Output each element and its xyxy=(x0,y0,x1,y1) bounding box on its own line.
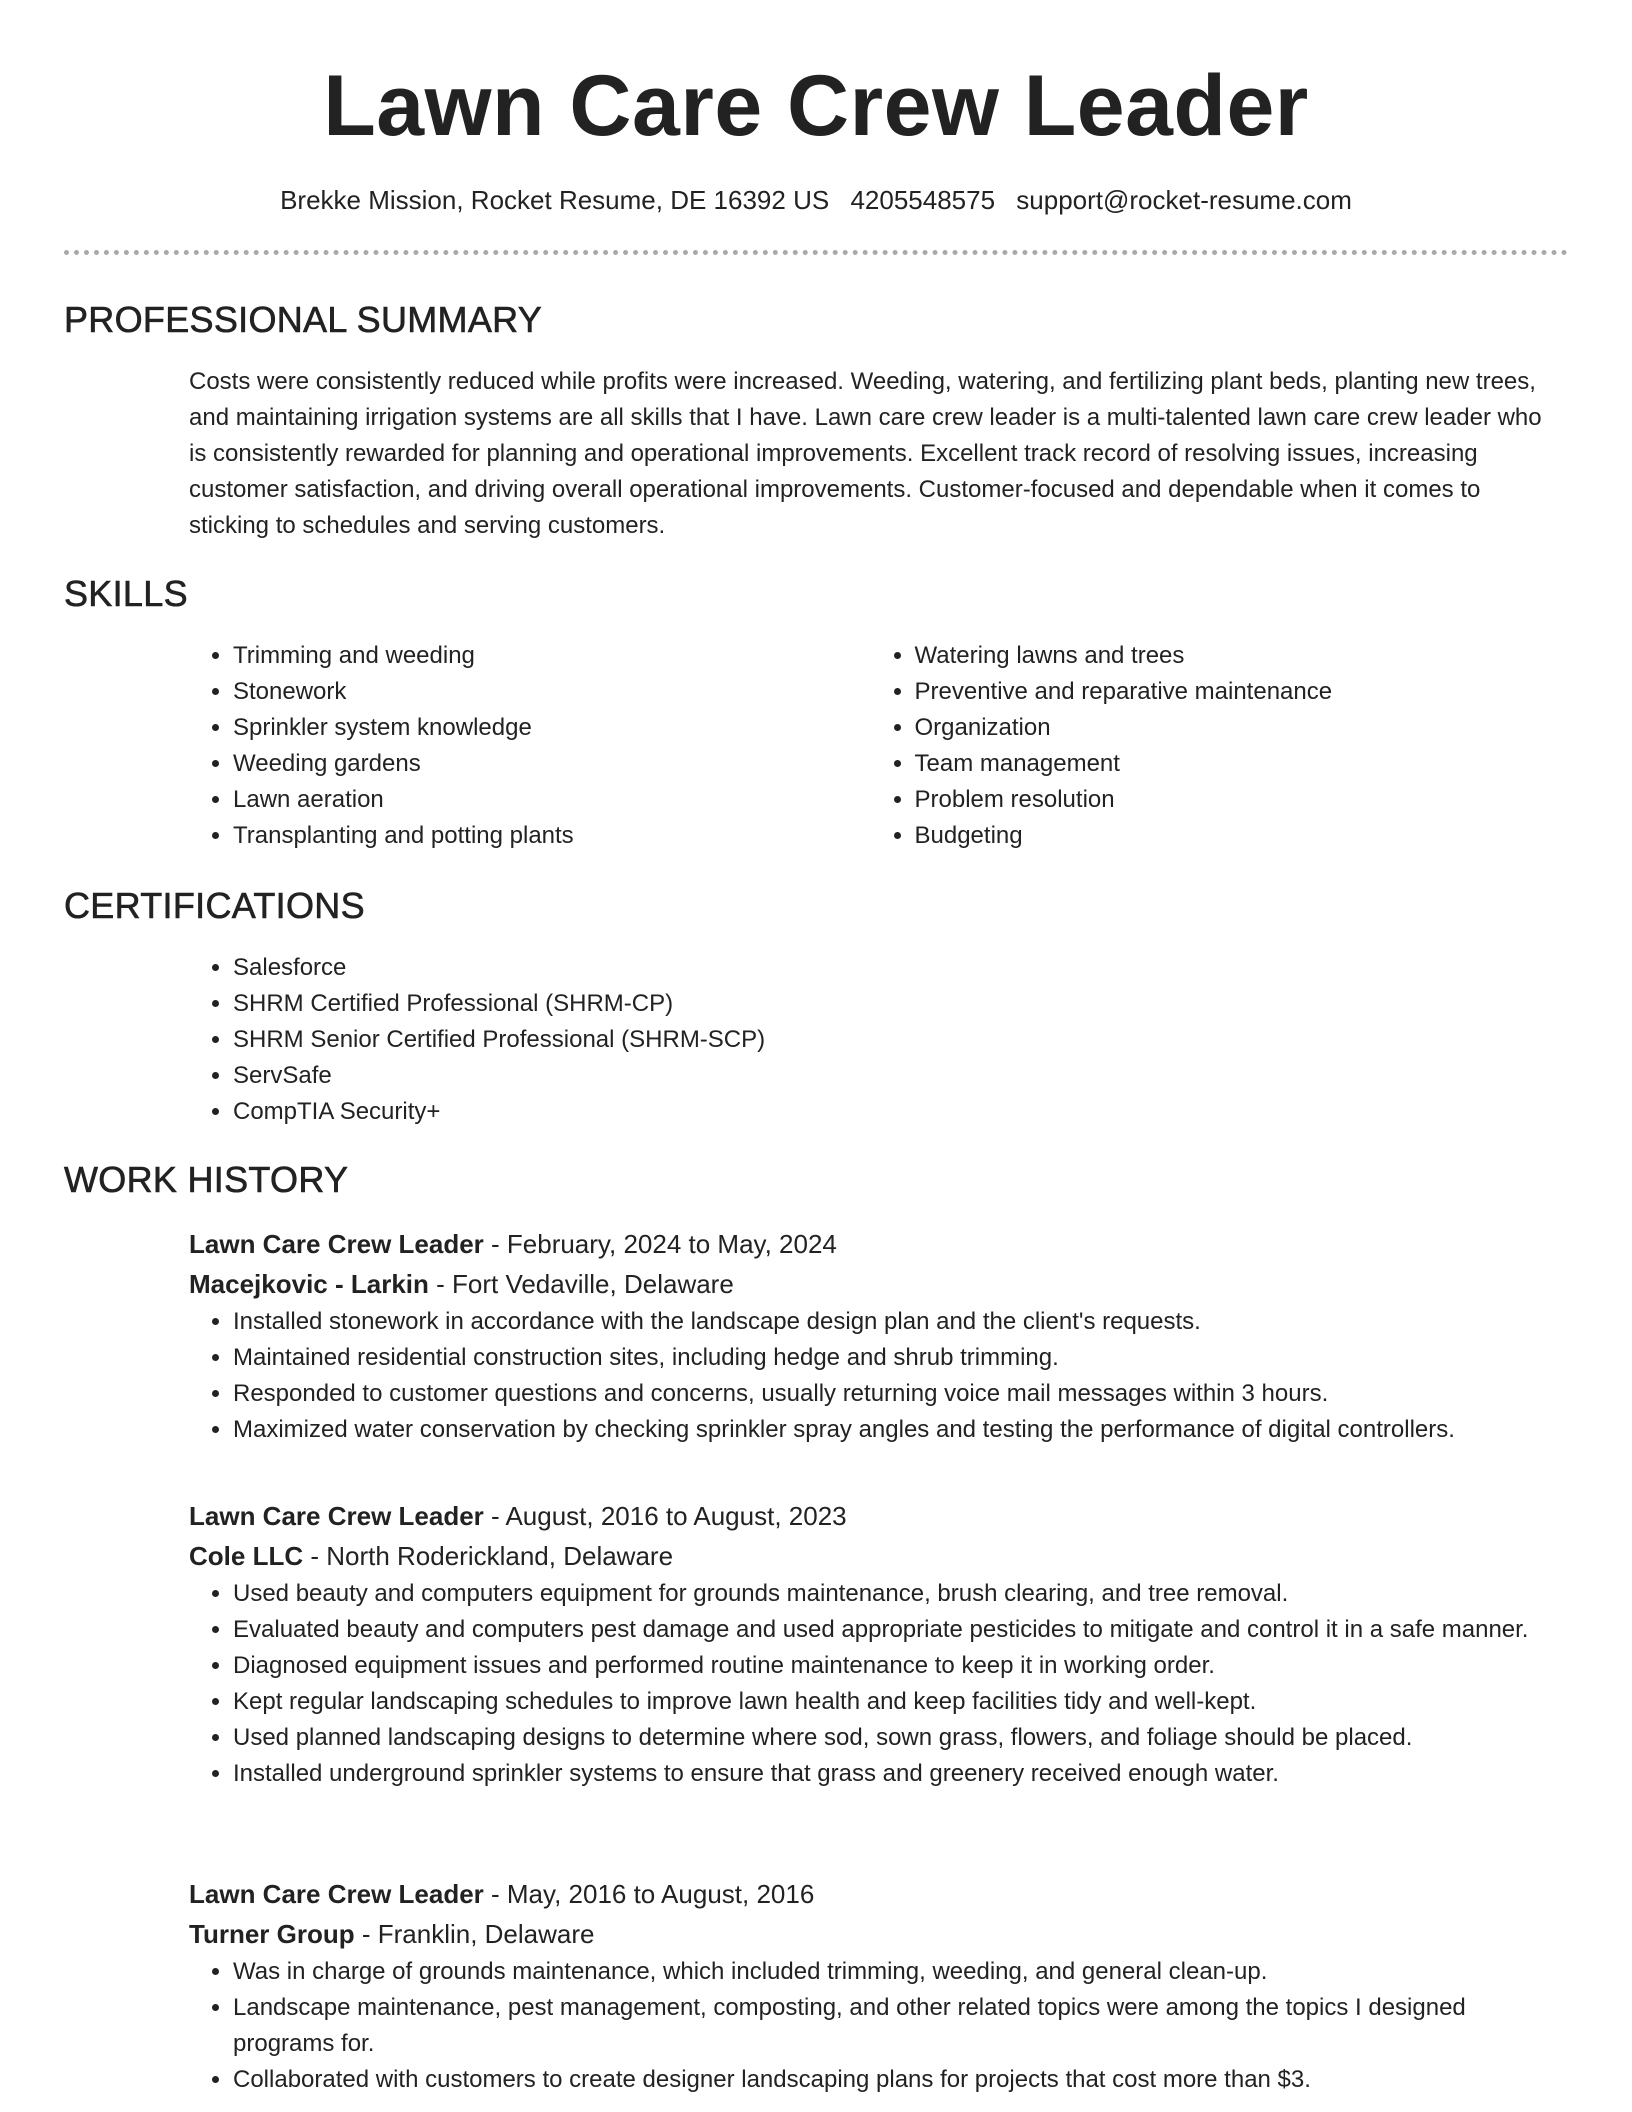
job-location: - Fort Vedaville, Delaware xyxy=(428,1269,734,1299)
list-item: • Trimming and weeding xyxy=(233,638,871,674)
job-role: Lawn Care Crew Leader xyxy=(189,1879,484,1909)
job-entry xyxy=(189,1874,1552,2098)
contact-email: support@rocket-resume.com xyxy=(1016,185,1352,215)
skills-column-right xyxy=(871,638,1553,854)
list-item: • Was in charge of grounds maintenance, which included trimming, weeding, and general clean-up. xyxy=(233,1954,1552,1990)
contact-phone: 4205548575 xyxy=(850,185,996,215)
list-item: • Lawn aeration xyxy=(233,782,871,818)
job-entry xyxy=(189,1496,1552,1792)
job-role-line xyxy=(189,1496,1552,1536)
section-title-skills: SKILLS xyxy=(64,573,188,614)
list-item: • Maximized water conservation by checking sprinkler spray angles and testing the performance of digital controllers. xyxy=(233,1412,1552,1448)
job-company-line xyxy=(189,1914,1552,1954)
list-item: • Maintained residential construction sites, including hedge and shrub trimming. xyxy=(233,1340,1552,1376)
job-location: - Franklin, Delaware xyxy=(354,1919,595,1949)
list-item: • Watering lawns and trees xyxy=(915,638,1553,674)
job-role-line xyxy=(189,1874,1552,1914)
skills-list xyxy=(189,638,1552,854)
list-item: • Budgeting xyxy=(915,818,1553,854)
resume-name: Lawn Care Crew Leader xyxy=(323,58,1309,154)
contact-address: Brekke Mission, Rocket Resume, DE 16392 US xyxy=(280,185,830,215)
list-item: • Sprinkler system knowledge xyxy=(233,710,871,746)
list-item: • Landscape maintenance, pest management, composting, and other related topics were among the topics I designed programs for. xyxy=(233,1990,1552,2062)
section-title-summary: PROFESSIONAL SUMMARY xyxy=(64,299,543,340)
list-item: • Installed underground sprinkler systems to ensure that grass and greenery received enough water. xyxy=(233,1756,1552,1792)
job-dates: - February, 2024 to May, 2024 xyxy=(483,1229,837,1259)
job-company: Cole LLC xyxy=(189,1541,304,1571)
job-role: Lawn Care Crew Leader xyxy=(189,1229,484,1259)
section-title-work-history: WORK HISTORY xyxy=(64,1159,349,1200)
list-item: • Responded to customer questions and concerns, usually returning voice mail messages within 3 hours. xyxy=(233,1376,1552,1412)
section-title-certifications: CERTIFICATIONS xyxy=(64,885,365,926)
job-company-line xyxy=(189,1536,1552,1576)
list-item: • Collaborated with customers to create designer landscaping plans for projects that cost more than $3. xyxy=(233,2062,1552,2098)
list-item: • Team management xyxy=(915,746,1553,782)
contact-line xyxy=(0,180,1632,220)
job-entry xyxy=(189,1224,1552,1448)
list-item: • Used beauty and computers equipment for grounds maintenance, brush clearing, and tree removal. xyxy=(233,1576,1552,1612)
list-item: • SHRM Senior Certified Professional (SHRM-SCP) xyxy=(233,1022,1552,1058)
job-bullets xyxy=(189,1576,1552,1792)
list-item: • Preventive and reparative maintenance xyxy=(915,674,1553,710)
list-item: • Used planned landscaping designs to determine where sod, sown grass, flowers, and foliage should be placed. xyxy=(233,1720,1552,1756)
header-divider xyxy=(64,250,1568,255)
job-dates: - May, 2016 to August, 2016 xyxy=(483,1879,815,1909)
list-item: • CompTIA Security+ xyxy=(233,1094,1552,1130)
list-item: • Stonework xyxy=(233,674,871,710)
list-item: • SHRM Certified Professional (SHRM-CP) xyxy=(233,986,1552,1022)
list-item: • Transplanting and potting plants xyxy=(233,818,871,854)
list-item: • Kept regular landscaping schedules to improve lawn health and keep facilities tidy and well-kept. xyxy=(233,1684,1552,1720)
job-role: Lawn Care Crew Leader xyxy=(189,1501,484,1531)
list-item: • Salesforce xyxy=(233,950,1552,986)
job-bullets xyxy=(189,1954,1552,2098)
job-dates: - August, 2016 to August, 2023 xyxy=(483,1501,847,1531)
job-location: - North Roderickland, Delaware xyxy=(303,1541,674,1571)
job-role-line xyxy=(189,1224,1552,1264)
list-item: • Organization xyxy=(915,710,1553,746)
summary-text: Costs were consistently reduced while profits were increased. Weeding, watering, and fertilizing plant beds, planting new trees, and maintaining irrigation systems are all skills that I have. Lawn care crew leader is a multi-talented lawn care crew leader who is consistently rewarded for planning and operational improvements. Excellent track record of resolving issues, increasing customer satisfaction, and driving overall operational improvements. Customer-focused and dependable when it comes to sticking to schedules and serving customers. xyxy=(189,368,1542,539)
list-item: • ServSafe xyxy=(233,1058,1552,1094)
list-item: • Diagnosed equipment issues and performed routine maintenance to keep it in working order. xyxy=(233,1648,1552,1684)
list-item: • Evaluated beauty and computers pest damage and used appropriate pesticides to mitigate and control it in a safe manner. xyxy=(233,1612,1552,1648)
certifications-list xyxy=(189,950,1552,1130)
list-item: • Weeding gardens xyxy=(233,746,871,782)
job-bullets xyxy=(189,1304,1552,1448)
job-company-line xyxy=(189,1264,1552,1304)
job-company: Macejkovic - Larkin xyxy=(189,1269,429,1299)
list-item: • Installed stonework in accordance with the landscape design plan and the client's requests. xyxy=(233,1304,1552,1340)
list-item: • Problem resolution xyxy=(915,782,1553,818)
skills-column-left xyxy=(189,638,871,854)
job-company: Turner Group xyxy=(189,1919,355,1949)
